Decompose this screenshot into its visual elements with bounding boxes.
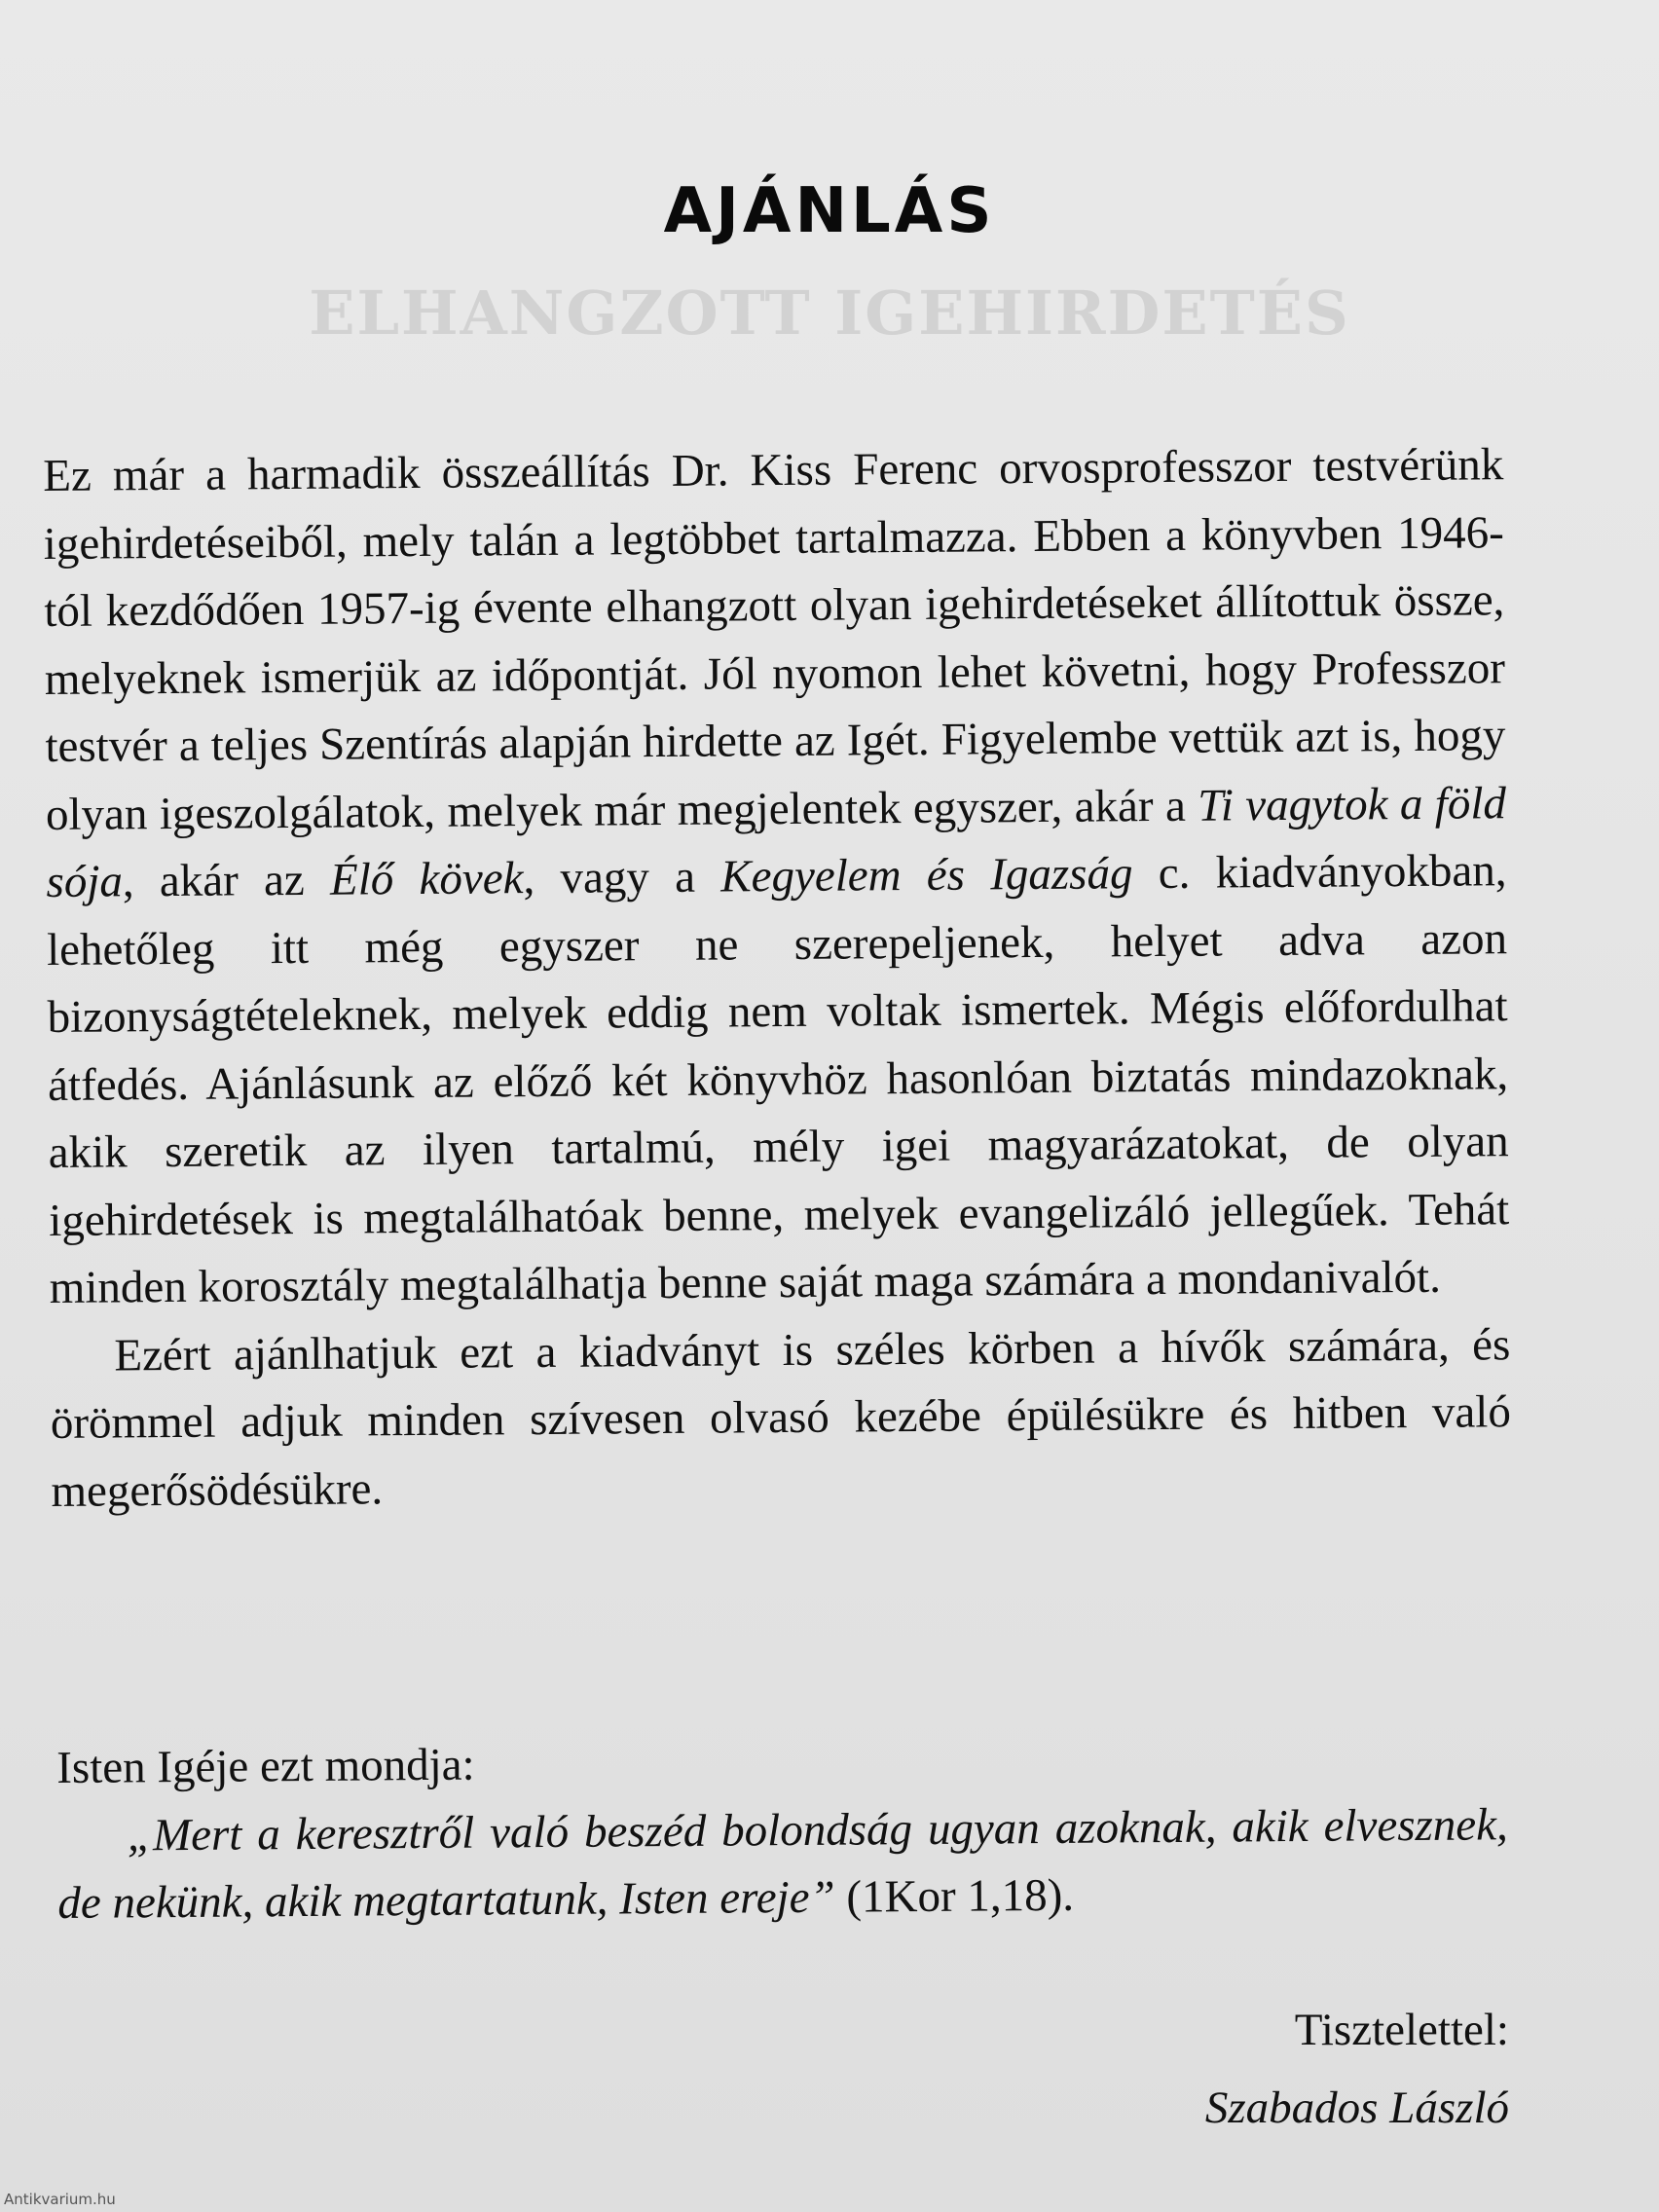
book-title-1: Ti vagytok a föld sója <box>46 777 1507 907</box>
watermark: Antikvarium.hu <box>4 2191 116 2208</box>
quote-reference: (1Kor 1,18). <box>834 1869 1075 1923</box>
paragraph-1 <box>43 431 1510 1322</box>
page-title: AJÁNLÁS <box>663 175 996 247</box>
closing-greeting: Tisztelettel: <box>1294 2005 1509 2055</box>
author-name-text: Szabados László <box>1204 2083 1509 2133</box>
bleed-through-title: ELHANGZOTT IGEHIRDETÉS <box>309 277 1350 349</box>
quote-body <box>57 1791 1509 1938</box>
paragraph-2: Ezért ajánlhatjuk ezt a kiadványt is széles körben a hívők számára, és örömmel adjuk minden szívesen olvasó kezébe épülésükre és hitben való megerősödésükre. <box>50 1318 1512 1517</box>
quote-text: „Mert a keresztről való beszéd bolondság ugyan azoknak, akik elvesznek, de nekünk, akik megtartatunk, Isten ereje” <box>57 1798 1508 1929</box>
body-text <box>43 431 1512 1526</box>
quote-intro: Isten Igéje ezt mondja: <box>56 1739 475 1793</box>
paragraph-1-part-4: c. kiadványokban, lehetőleg itt még egyszer ne szerepeljenek, helyet adva azon bizonyságtételeknek, melyek eddig nem voltak ismertek. Mégis előfordulhat átfedés. Ajánlásunk az előző két könyvhöz hasonlóan biztatás mindazoknak, akik szeretik az ilyen tartalmú, mély igei magyarázatokat, de olyan igehirdetések is megtalálhatóak benne, melyek evangelizáló jellegűek. Tehát minden korosztály megtalálhatja benne saját maga számára a mondanivalót. <box>46 845 1510 1313</box>
scripture-quote <box>56 1723 1509 1937</box>
paragraph-1-part-3: , vagy a <box>523 851 721 904</box>
closing-signature <box>1205 1991 1509 2147</box>
book-title-3: Kegyelem és Igazság <box>720 848 1133 903</box>
paragraph-1-part-1: Ez már a harmadik összeállítás Dr. Kiss Ferenc orvosprofesszor testvérünk igehirdetéseiből, mely talán a legtöbbet tartalmazza. Ebben a könyvben 1946-tól kezdődően 1957-ig évente elhangzott olyan igehirdetéseket állítottuk össze, melyeknek ismerjük az időpontját. Jól nyomon lehet követni, hogy Professzor testvér a teljes Szentírás alapján hirdette az Igét. Figyelembe vettük azt is, hogy olyan igeszolgálatok, melyek már megjelentek egyszer, akár a <box>43 439 1506 840</box>
author-name <box>1205 2069 1509 2147</box>
paragraph-1-part-2: , akár az <box>122 854 331 907</box>
book-title-2: Élő kövek <box>329 853 524 905</box>
